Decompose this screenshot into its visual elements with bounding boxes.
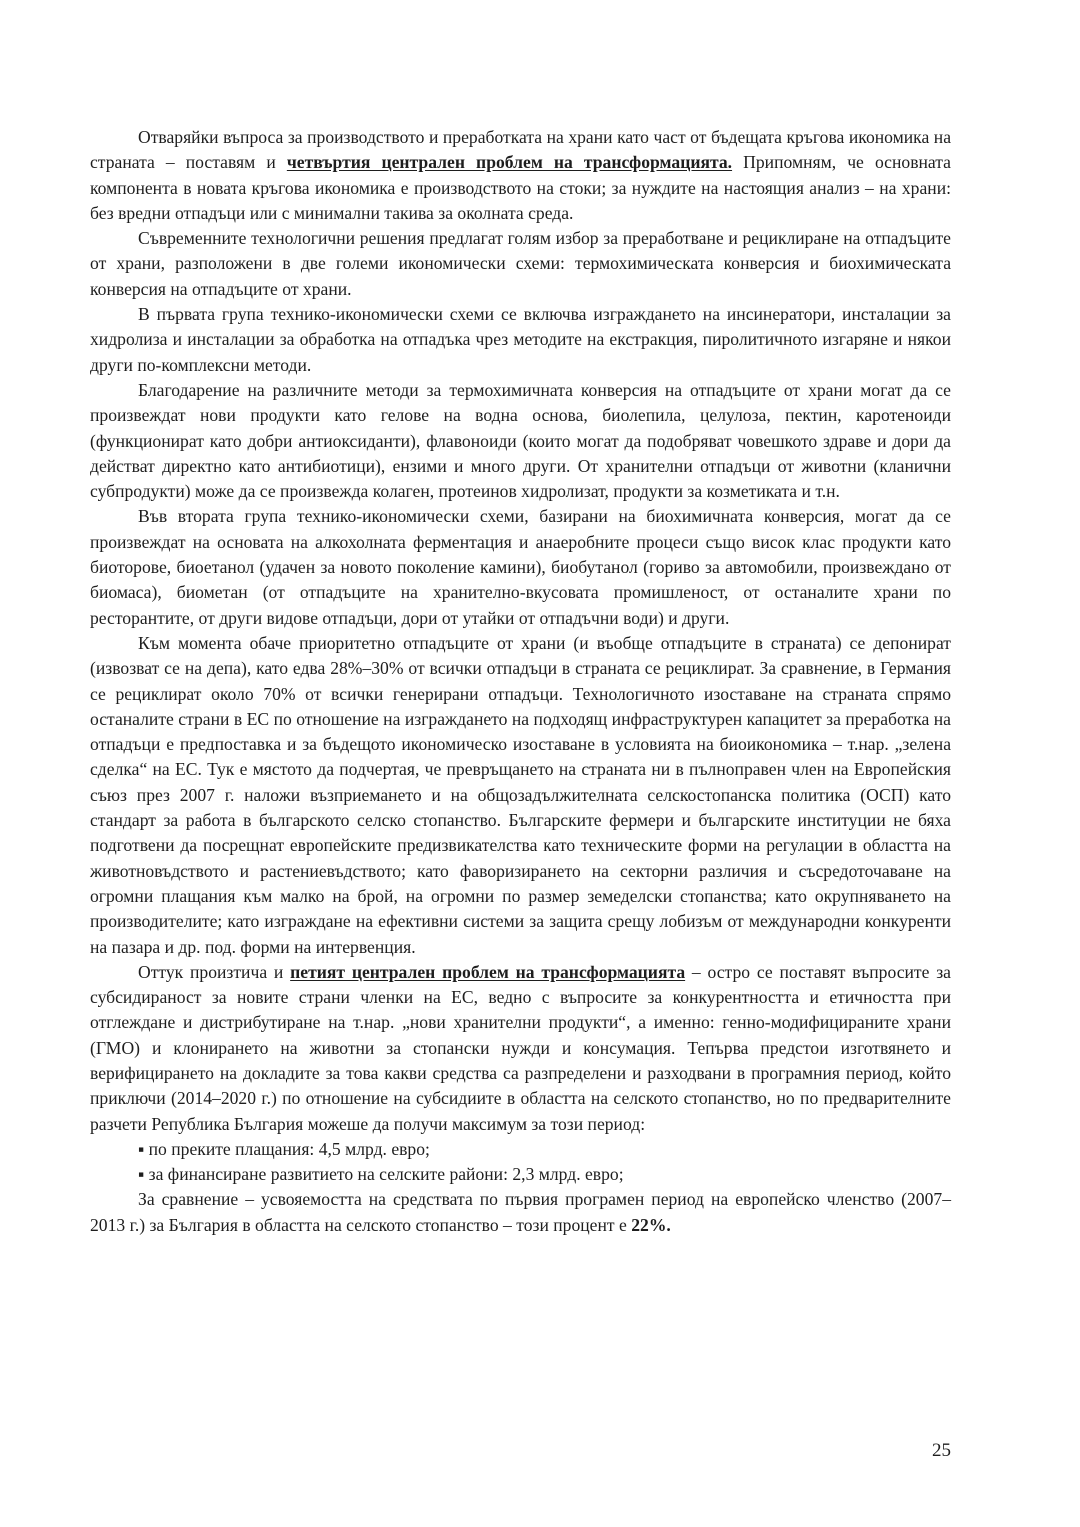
fourth-problem-highlight: четвъртия централен проблем на трансформацията. [286,152,733,173]
paragraph-2: Съвременните технологични решения предлагат голям избор за преработване и рециклиране на отпадъците от храни, разположени в две големи икономически схеми: термохимическата конверсия и биохимическата конверсия на отпадъците от храни. [90,228,951,299]
paragraph-1-after: Припомням, че основната компонента в новата кръгова икономика е производството на стоки; за нуждите на настоящия анализ – на храни: без вредни отпадъци или с минимални такива за околната среда. [90,152,951,223]
paragraph-5: Във втората група технико-икономически схеми, базирани на биохимичната конверсия, могат да се произвеждат на основата на алкохолната ферментация и анаеробните процеси също висок клас продукти като биоторове, биоетанол (удачен за новото поколение камини), биобутанол (гориво за автомобили, произвеждано от биомаса), биометан (от отпадъците на хранително-вкусовата промишленост, от останалите храни по ресторантите, от други видове отпадъци, дори от утайки от отпадъчни води) и други. [90,506,951,628]
closing-before: За сравнение – усвояемостта на средствата по първия програмен период на европейско членство (2007–2013 г.) за България в областта на селското стопанство – този процент е [90,1189,951,1235]
closing-paragraph [90,1187,951,1238]
paragraph-4: Благодарение на различните методи за термохимичната конверсия на отпадъците от храни могат да се произвеждат нови продукти като гелове на водна основа, биолепила, целулоза, пектин, каротеноиди (функционират като добри антиоксиданти), флавоноиди (които могат да подобряват човешкото здраве и дори да действат директно като антибиотици), ензими и много други. От хранителни отпадъци от животни (кланични субпродукти) може да се произвежда колаген, протеинов хидролизат, продукти за козметиката и т.н. [90,379,951,502]
paragraph-7-before: Оттук произтича и [138,961,291,982]
document-body [90,125,951,1238]
paragraph-1 [90,125,951,226]
paragraph-3: В първата група технико-икономически схеми се включва изграждането на инсинератори, инсталации за хидролиза и инсталации за обработка на отпадъка чрез методите на екстракция, пиролитичното изгаряне и някои други по-комплексни методи. [90,304,951,375]
bullet-rural-development: ▪ за финансиране развитието на селските райони: 2,3 млрд. евро; [138,1164,624,1185]
paragraph-7-after: – остро се поставят въпросите за субсидираност за новите страни членки на ЕС, ведно с въпросите за конкурентността и етичността при отглеждане и дистрибутиране на т.нар. „нови хранителни продукти“, а именно: генно-модифицираните храни (ГМО) и клонирането на животни за стопански нужди и консумация. Тепърва предстои изготвянето и верифицирането на докладите за това какви средства са разпределени и разходвани в програмния период, който приключи (2014–2020 г.) по отношение на субсидиите в областта на селското стопанство, но по предварителните разчети Република България можеше да получи максимум за този период: [90,961,951,1134]
closing-percentage: 22%. [631,1214,671,1235]
paragraph-1-before: Отваряйки въпроса за производството и преработката на храни като част от бъдещата кръгова икономика на страната – поставям и [90,127,951,173]
paragraph-6: Към момента обаче приоритетно отпадъците от храни (и въобще отпадъците в страната) се депонират (извозват се на депа), като едва 28%–30% от всички отпадъци в страната се рециклират. За сравнение, в Германия се рециклират около 70% от всички генерирани отпадъци. Технологичното изоставане на страната спрямо останалите страни в ЕС по отношение на изграждането на подходящ инфраструктурен капацитет за преработка на отпадъци е предпоставка и за бъдещото икономическо изоставане в условията на биоикономика – т.нар. „зелена сделка“ на ЕС. Тук е мястото да подчертая, че превръщането на страната ни в пълноправен член на Европейския съюз през 2007 г. наложи възприемането и на общозадължителната селскостопанска политика (ОСП) като стандарт за работа в българското селско стопанство. Българските фермери и българските институции не бяха подготвени да посрещнат европейските предизвикателства като техническите форми на регулации в областта на животновъдството и растениевъдството; като фаворизирането на секторни различия и съсредоточаване на огромни плащания към малко на брой, на огромни по размер земеделски стопанства; като окрупняването на производителите; като изграждане на ефективни системи за защита срещу лобизъм от международни конкуренти на пазара и др. под. форми на интервенция. [90,632,951,957]
page-number: 25 [932,1440,951,1461]
bullet-direct-payments: ▪ по преките плащания: 4,5 млрд. евро; [138,1138,430,1159]
fifth-problem-highlight: петият централен проблем на трансформацията [290,961,686,982]
paragraph-7 [90,960,951,1137]
